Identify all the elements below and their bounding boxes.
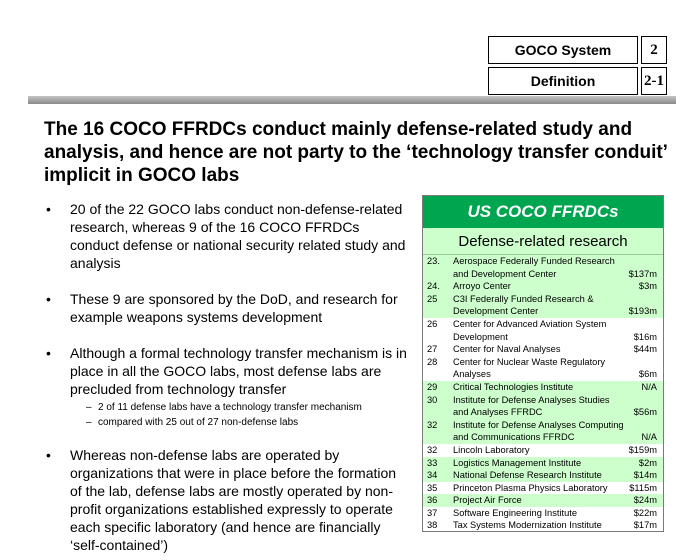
ffrdc-number: 35: [427, 482, 438, 493]
ffrdc-budget: $44m: [633, 344, 657, 355]
ffrdc-number: 23.: [427, 256, 440, 266]
ffrdc-panel: [422, 195, 664, 532]
ffrdc-row: [423, 293, 663, 318]
dash-glyph: –: [86, 402, 92, 413]
bullet-glyph: •: [46, 447, 51, 463]
page-number: 2-1: [644, 72, 664, 89]
ffrdc-name: Software Engineering Institute: [453, 507, 578, 518]
bullet-glyph: •: [46, 291, 51, 307]
ffrdc-row: [423, 255, 663, 280]
ffrdc-number: 28: [427, 356, 438, 367]
ffrdc-number: 30: [427, 394, 438, 405]
bullet-text: 20 of the 22 GOCO labs conduct non-defense-related research, whereas 9 of the 16 COCO FFRDCs conduct defense or national security related study and analysis: [70, 201, 406, 271]
ffrdc-name: Arroyo Center: [453, 281, 511, 292]
ffrdc-number: 27: [427, 344, 438, 355]
sub-bullet-item: [40, 400, 410, 415]
sub-bullet-text: compared with 25 out of 27 non-defense labs: [98, 417, 299, 428]
panel-subtitle: Defense-related research: [423, 228, 663, 255]
ffrdc-budget: $159m: [628, 444, 657, 455]
ffrdc-budget: $115m: [629, 482, 657, 493]
page-title-box: [488, 67, 638, 95]
ffrdc-number: 34: [427, 470, 438, 481]
panel-title: US COCO FFRDCs: [423, 196, 663, 228]
ffrdc-row: [423, 356, 663, 381]
ffrdc-name: Princeton Plasma Physics Laboratory: [453, 482, 608, 493]
ffrdc-number: 33: [427, 457, 438, 468]
dash-glyph: –: [86, 417, 92, 428]
ffrdc-name: C3I Federally Funded Research &: [453, 293, 594, 304]
ffrdc-name-cont: Development Center: [453, 306, 539, 317]
ffrdc-number: 29: [427, 381, 438, 392]
page-number-box: [641, 67, 667, 95]
ffrdc-number: 26: [427, 318, 438, 329]
bullet-glyph: •: [46, 345, 51, 361]
ffrdc-list: [423, 255, 663, 532]
ffrdc-row: [423, 394, 663, 419]
ffrdc-budget: $137m: [628, 268, 657, 279]
ffrdc-number: 24.: [427, 281, 440, 292]
ffrdc-name: Tax Systems Modernization Institute: [453, 520, 602, 531]
bullet-text: Whereas non-defense labs are operated by organizations that were in place before the formation of the lab, defense labs are mostly operated by non-profit organizations established expressly to operate each specific laboratory (and hence are financially ‘self-contained’): [70, 447, 397, 553]
ffrdc-budget: $6m: [638, 369, 657, 380]
ffrdc-name: Aerospace Federally Funded Research: [453, 256, 615, 266]
ffrdc-row: [423, 469, 663, 482]
ffrdc-row: [423, 519, 663, 532]
section-number-box: [641, 36, 667, 64]
ffrdc-budget: $22m: [633, 507, 657, 518]
sub-bullet-item: [40, 415, 410, 430]
ffrdc-budget: $3m: [638, 281, 657, 292]
ffrdc-name-cont: and Analyses FFRDC: [453, 407, 543, 418]
headline: The 16 COCO FFRDCs conduct mainly defense-related study and analysis, and hence are not party to the ‘technology transfer conduit’ implicit in GOCO labs: [44, 119, 667, 186]
ffrdc-row: [423, 507, 663, 520]
ffrdc-name-cont: Development: [453, 331, 508, 342]
ffrdc-number: 38: [427, 520, 438, 531]
bullet-item: [40, 446, 410, 554]
ffrdc-name: Logistics Management Institute: [453, 457, 582, 468]
ffrdc-name: Lincoln Laboratory: [453, 444, 530, 455]
ffrdc-budget: N/A: [641, 432, 657, 443]
ffrdc-name: National Defense Research Institute: [453, 470, 602, 481]
ffrdc-name: Center for Nuclear Waste Regulatory: [453, 356, 606, 367]
ffrdc-number: 32: [427, 444, 438, 455]
section-title-box: [488, 36, 638, 64]
ffrdc-budget: $24m: [633, 495, 657, 506]
ffrdc-budget: $56m: [633, 407, 657, 418]
ffrdc-name: Center for Naval Analyses: [453, 344, 561, 355]
ffrdc-budget: $193m: [628, 306, 657, 317]
ffrdc-row: [423, 482, 663, 495]
bullet-list: [40, 200, 410, 554]
ffrdc-budget: $2m: [638, 457, 657, 468]
ffrdc-number: 32: [427, 419, 438, 430]
ffrdc-row: [423, 457, 663, 470]
ffrdc-name: Institute for Defense Analyses Computing: [453, 419, 624, 430]
ffrdc-number: 37: [427, 507, 438, 518]
ffrdc-row: [423, 419, 663, 444]
ffrdc-budget: $17m: [633, 520, 657, 531]
ffrdc-row: [423, 318, 663, 343]
header-divider: [28, 96, 676, 104]
ffrdc-row: [423, 280, 663, 293]
bullet-glyph: •: [46, 201, 51, 217]
bullet-item: [40, 344, 410, 398]
ffrdc-row: [423, 343, 663, 356]
ffrdc-budget: N/A: [641, 381, 657, 392]
bullet-item: [40, 290, 410, 326]
ffrdc-name: Center for Advanced Aviation System: [453, 318, 607, 329]
section-number: 2: [650, 41, 658, 58]
ffrdc-row: [423, 494, 663, 507]
bullet-item: [40, 200, 410, 272]
sub-bullet-text: 2 of 11 defense labs have a technology transfer mechanism: [98, 402, 362, 413]
bullet-text: These 9 are sponsored by the DoD, and research for example weapons systems development: [70, 291, 398, 325]
section-title: GOCO System: [514, 42, 612, 58]
bullet-text: Although a formal technology transfer mechanism is in place in all the GOCO labs, most defense labs are precluded from technology transfer: [70, 345, 407, 397]
ffrdc-budget: $14m: [633, 470, 657, 481]
ffrdc-row: [423, 444, 663, 457]
ffrdc-number: 25: [427, 293, 438, 304]
ffrdc-name-cont: and Communications FFRDC: [453, 432, 575, 443]
ffrdc-name-cont: and Development Center: [453, 268, 557, 279]
page-title: Definition: [530, 73, 596, 89]
ffrdc-name: Project Air Force: [453, 495, 522, 506]
ffrdc-name: Institute for Defense Analyses Studies: [453, 394, 610, 405]
ffrdc-budget: $16m: [633, 331, 657, 342]
ffrdc-number: 36: [427, 495, 438, 506]
ffrdc-name-cont: Analyses: [453, 369, 491, 380]
ffrdc-row: [423, 381, 663, 394]
ffrdc-name: Critical Technologies Institute: [453, 381, 574, 392]
